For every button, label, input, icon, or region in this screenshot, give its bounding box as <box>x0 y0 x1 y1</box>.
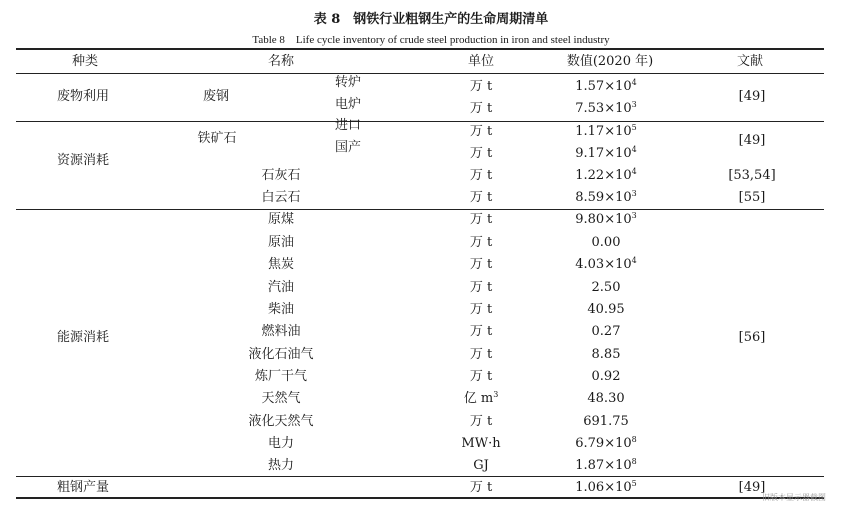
row-name: 进口 <box>334 118 362 133</box>
ref-cell: [49] <box>738 133 766 148</box>
section-rule-2 <box>16 209 824 210</box>
row-name: 国产 <box>334 140 362 155</box>
table-caption-cn: 表 8 钢铁行业粗钢生产的生命周期清单 <box>313 12 549 27</box>
row-name: 炼厂干气 <box>254 369 308 384</box>
row-value: $1.57\times 10^4$ <box>575 78 637 94</box>
row-value: 691.75 <box>583 414 629 429</box>
row-value: $9.80\times 10^3$ <box>575 211 637 227</box>
row-unit: 万 t <box>469 280 493 295</box>
header-category: 种类 <box>71 54 99 69</box>
row-value: 0.92 <box>591 369 621 384</box>
row-value: 48.30 <box>587 391 625 406</box>
row-unit: MW·h <box>461 436 501 451</box>
ref-cell: [53,54] <box>728 168 776 183</box>
row-value: $4.03\times 10^4$ <box>575 256 637 272</box>
row-unit: 万 t <box>469 168 493 183</box>
row-value: $1.17\times 10^5$ <box>575 123 637 139</box>
row-name: 原油 <box>267 235 295 250</box>
row-unit: 万 t <box>469 324 493 339</box>
watermark: 旧版本显示器截图 <box>762 493 826 502</box>
subgroup-scrap: 废钢 <box>202 89 230 104</box>
row-name: 汽油 <box>267 280 295 295</box>
row-value: $1.22\times 10^4$ <box>575 167 637 183</box>
row-unit: 万 t <box>469 101 493 116</box>
row-name: 液化天然气 <box>248 414 314 429</box>
ref-cell: [55] <box>738 190 766 205</box>
group-resource: 资源消耗 <box>56 153 110 168</box>
table-bottom-rule <box>16 497 824 499</box>
ref-cell: [49] <box>738 89 766 104</box>
row-name: 热力 <box>267 458 295 473</box>
section-rule-3 <box>16 476 824 477</box>
ref-cell: [49] <box>738 480 766 495</box>
group-waste: 废物利用 <box>56 89 110 104</box>
table-caption-en: Table 8 Life cycle inventory of crude steel production in iron and steel industry <box>252 34 610 46</box>
table-header-rule <box>16 73 824 74</box>
row-value: $6.79\times 10^8$ <box>575 435 637 451</box>
row-unit: 万 t <box>469 347 493 362</box>
row-value: $8.59\times 10^3$ <box>575 189 637 205</box>
row-unit: 亿 $m^3$ <box>463 390 499 406</box>
ref-cell: [56] <box>738 330 766 345</box>
row-unit: 万 t <box>469 79 493 94</box>
row-name: 原煤 <box>267 212 295 227</box>
table-top-rule <box>16 48 824 50</box>
row-value: 0.27 <box>591 324 621 339</box>
row-unit: 万 t <box>469 146 493 161</box>
row-name: 电力 <box>267 436 295 451</box>
row-name: 电炉 <box>334 97 362 112</box>
row-unit: 万 t <box>469 124 493 139</box>
row-value: 2.50 <box>591 280 621 295</box>
header-unit: 单位 <box>467 54 495 69</box>
row-name: 燃料油 <box>261 324 301 339</box>
subgroup-iron-ore: 铁矿石 <box>197 131 237 146</box>
section-rule-1 <box>16 121 824 122</box>
row-unit: 万 t <box>469 480 493 495</box>
row-unit: 万 t <box>469 235 493 250</box>
row-unit: 万 t <box>469 302 493 317</box>
row-value: $1.06\times 10^5$ <box>575 479 637 495</box>
row-name: 液化石油气 <box>248 347 314 362</box>
row-name: 天然气 <box>261 391 301 406</box>
row-unit: 万 t <box>469 190 493 205</box>
row-unit: 万 t <box>469 212 493 227</box>
row-value: 40.95 <box>587 302 625 317</box>
row-unit: GJ <box>473 458 489 473</box>
group-output: 粗钢产量 <box>56 480 110 495</box>
row-name: 焦炭 <box>267 257 295 272</box>
row-value: $1.87\times 10^8$ <box>575 457 637 473</box>
row-name: 白云石 <box>261 190 301 205</box>
row-value: 0.00 <box>591 235 621 250</box>
row-name: 柴油 <box>267 302 295 317</box>
row-unit: 万 t <box>469 369 493 384</box>
header-name: 名称 <box>267 54 295 69</box>
row-name: 转炉 <box>334 75 362 90</box>
row-unit: 万 t <box>469 414 493 429</box>
row-value: $9.17\times 10^4$ <box>575 145 637 161</box>
row-unit: 万 t <box>469 257 493 272</box>
group-energy: 能源消耗 <box>56 330 110 345</box>
header-value: 数值(2020 年) <box>566 54 654 69</box>
header-ref: 文献 <box>736 54 764 69</box>
row-value: $7.53\times 10^3$ <box>575 100 637 116</box>
row-value: 8.85 <box>591 347 621 362</box>
row-name: 石灰石 <box>261 168 301 183</box>
